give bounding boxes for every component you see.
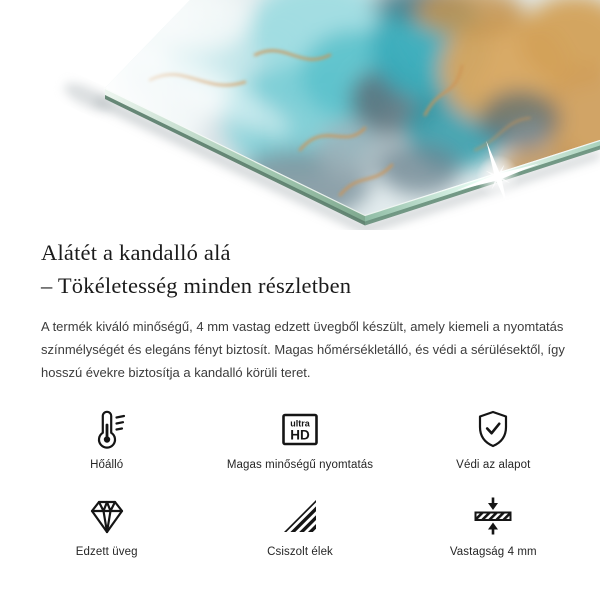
polished-edges-icon — [278, 494, 322, 538]
ultra-hd-badge-bottom: HD — [290, 427, 310, 443]
product-description — [41, 315, 565, 384]
description-line: színmélységét és elegáns fényt biztosít. Magas hőmérsékletálló, és védi a sérülésektől, így — [41, 342, 565, 357]
feature-heat-resistant — [10, 406, 203, 471]
description-line: hosszú évekre biztosítja a kandalló körüli teret. — [41, 365, 311, 380]
glass-panel-render — [0, 0, 600, 230]
feature-label: Hőálló — [90, 459, 124, 471]
product-image — [0, 0, 600, 230]
description-line: A termék kiváló minőségű, 4 mm vastag edzett üvegből készült, amely kiemeli a nyomtatás — [41, 319, 564, 334]
ultra-hd-icon — [278, 407, 322, 451]
feature-grid — [10, 406, 590, 558]
thermometer-icon — [85, 407, 129, 451]
thickness-icon — [471, 494, 515, 538]
feature-label: Magas minőségű nyomtatás — [226, 459, 374, 471]
feature-label: Vastagság 4 mm — [449, 546, 537, 558]
feature-thickness — [397, 493, 590, 558]
page-title — [41, 236, 559, 302]
feature-protects-base — [397, 406, 590, 471]
feature-print-quality — [203, 406, 396, 471]
feature-tempered-glass — [10, 493, 203, 558]
shield-check-icon — [471, 407, 515, 451]
ultra-hd-badge-top: ultra — [290, 418, 310, 429]
product-description-section — [0, 236, 600, 384]
page-title-line1: Alátét a kandalló alá — [41, 240, 231, 265]
page-title-line2: – Tökéletesség minden részletben — [41, 273, 352, 298]
feature-label: Csiszolt élek — [267, 546, 333, 558]
feature-label: Edzett üveg — [75, 546, 138, 558]
feature-polished-edges — [203, 493, 396, 558]
feature-label: Védi az alapot — [456, 459, 531, 471]
diamond-icon — [85, 494, 129, 538]
